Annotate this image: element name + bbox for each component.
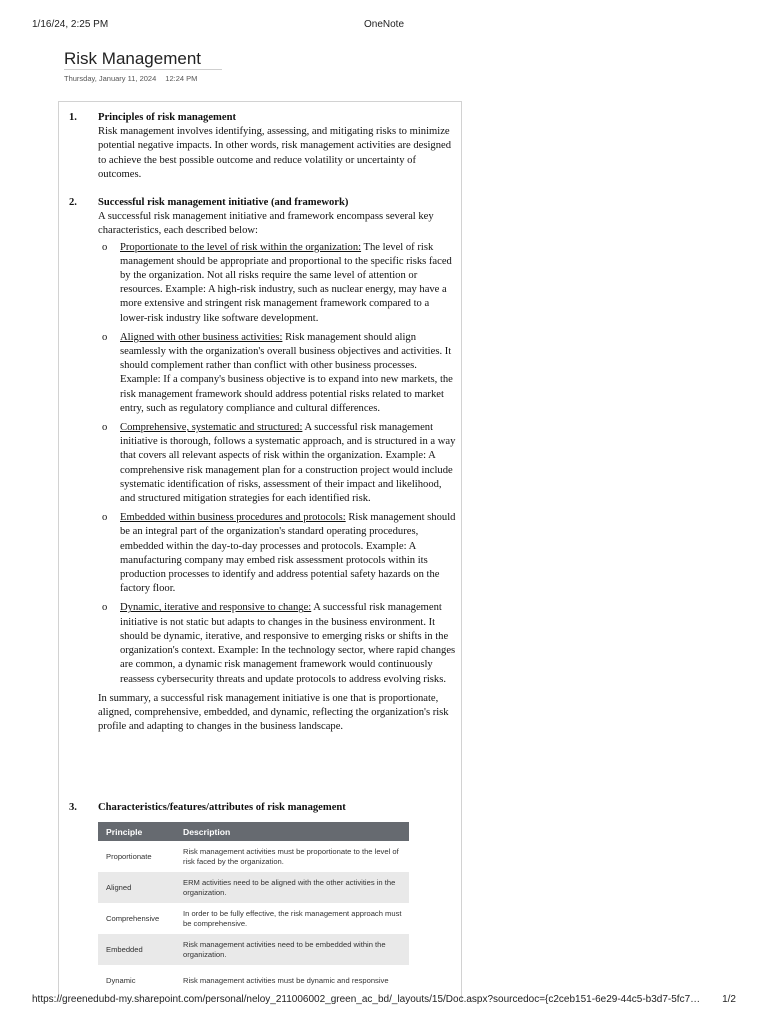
section-summary: In summary, a successful risk management initiative is one that is proportionate, aligned, comprehensive, embedded, and dynamic, reflecting the organization's risk profile and adapting to changes in the business landscape. (98, 692, 449, 733)
principle-cell: Embedded (98, 934, 175, 965)
print-app-name: OneNote (363, 19, 405, 30)
list-item (98, 241, 457, 326)
description-cell: Risk management activities need to be embedded within the organization. (175, 934, 409, 965)
table-row (98, 934, 409, 965)
section-number: 1. (69, 112, 77, 123)
bullet-icon: o (102, 331, 108, 343)
table-row (98, 872, 409, 903)
section-heading: Principles of risk management (98, 112, 236, 123)
principle-cell: Proportionate (106, 851, 152, 861)
table-row (98, 903, 409, 934)
section-number: 3. (69, 802, 77, 813)
page-time: 12:24 PM (165, 74, 198, 83)
list-item (98, 601, 457, 686)
item-text: Risk management should align seamlessly with the organization's overall business objectives and activities. It should complement rather than conflict with other business processes. Example: If a company's business objective is to expand into new markets, the risk management framework should address potential risks related to market entry, such as regulatory compliance and cultural differences. (120, 331, 453, 414)
characteristics-list (98, 241, 457, 687)
item-text: A successful risk management initiative is thorough, follows a systematic approach, and is structured in a way that covers all relevant aspects of risk within the organization. Example: A comprehensive risk management plan for a construction project would include systematic identification of risks, assessment of their impact and likelihood, and structured mitigation strategies for each identified risk. (120, 422, 456, 505)
bullet-icon: o (102, 512, 108, 524)
bullet-icon: o (102, 241, 108, 253)
list-item (98, 421, 457, 506)
item-text: Risk management should be an integral part of the organization's standard operating procedures, embedded within the day-to-day processes and protocols. Example: A manufacturing company may embed risk assessment protocols within its production processes to identify and address potential safety hazards on the factory floor. (120, 512, 456, 595)
description-cell: Risk management activities must be dynamic and responsive (183, 975, 389, 985)
list-item (98, 331, 457, 416)
section-heading: Characteristics/features/attributes of risk management (98, 802, 346, 813)
principle-cell: Comprehensive (106, 913, 160, 923)
column-header: Principle (98, 822, 175, 841)
item-text: The level of risk management should be appropriate and proportional to the specific risks faced by the organization. Not all risks require the same level of attention or resources. Example: A high-risk industry, such as nuclear energy, may have a more extensive and stringent risk management framework compared to a lower-risk industry like software development. (120, 241, 452, 324)
table-row (98, 841, 409, 872)
item-term: Proportionate to the level of risk within the organization: (120, 241, 362, 253)
section-intro: A successful risk management initiative and framework encompass several key characteristics, each described below: (98, 211, 434, 237)
item-term: Embedded within business procedures and protocols: (120, 512, 346, 524)
item-term: Dynamic, iterative and responsive to change: (120, 602, 312, 614)
section-heading: Successful risk management initiative (and framework) (98, 197, 349, 208)
description-cell: Risk management activities must be proportionate to the level of risk faced by the organization. (183, 846, 399, 866)
section-text: Risk management involves identifying, assessing, and mitigating risks to minimize potential negative impacts. In other words, risk management activities are designed to achieve the best possible outcome and reduce volatility or uncertainty of outcomes. (98, 126, 452, 180)
principle-cell: Dynamic (106, 975, 136, 985)
principles-table (98, 822, 409, 996)
page-title: Risk Management (64, 49, 202, 68)
description-cell: In order to be fully effective, the risk management approach must be comprehensive. (183, 908, 402, 928)
print-url: https://greenedubd-my.sharepoint.com/personal/neloy_211006002_green_ac_bd/_layouts/15/Doc.aspx?sourcedoc={c2ceb151-6e29-44c5-b3d7-5fc7… (32, 994, 701, 1005)
note-container (58, 101, 462, 1002)
section-2 (69, 196, 457, 734)
section-number: 2. (69, 197, 77, 208)
print-datetime: 1/16/24, 2:25 PM (32, 19, 109, 30)
page-timestamp (64, 74, 197, 83)
description-cell: ERM activities need to be aligned with the other activities in the organization. (175, 872, 409, 903)
section-3 (69, 801, 457, 815)
table-row (98, 965, 409, 996)
item-text: A successful risk management initiative is not static but adapts to changes in the business environment. It should be dynamic, iterative, and responsive to emerging risks or shifts in the organization's context. Example: In the technology sector, where rapid changes are common, a dynamic risk management framework would continuously reassess cybersecurity threats and update protocols to address evolving risks. (120, 602, 456, 685)
bullet-icon: o (102, 422, 108, 434)
section-1 (69, 111, 457, 182)
print-page-number: 1/2 (722, 994, 736, 1005)
item-term: Comprehensive, systematic and structured: (120, 422, 303, 434)
principle-cell: Aligned (98, 872, 175, 903)
page-date: Thursday, January 11, 2024 (64, 74, 157, 83)
bullet-icon: o (102, 602, 108, 614)
title-divider (64, 69, 222, 70)
item-term: Aligned with other business activities: (120, 331, 283, 343)
column-header: Description (175, 822, 409, 841)
list-item (98, 511, 457, 596)
table-header-row (98, 822, 409, 841)
